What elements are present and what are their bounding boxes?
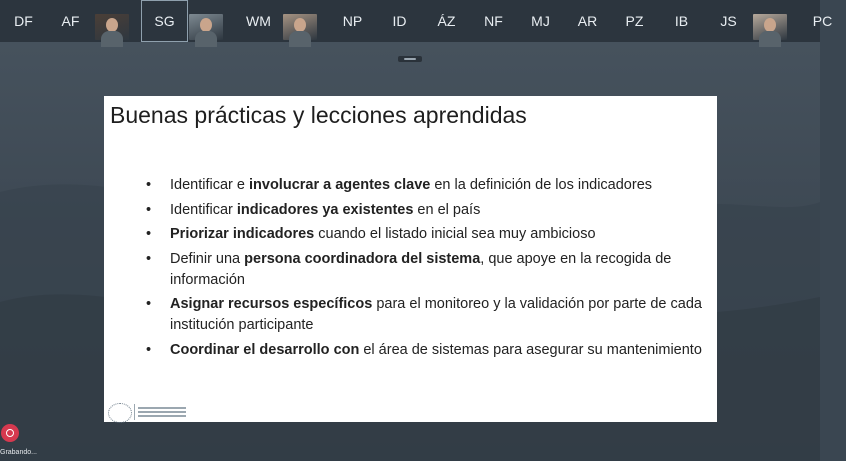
bullet-text: Identificar xyxy=(170,201,237,218)
participant-video-thumbnail xyxy=(95,14,129,40)
bullet-text: Identificar e xyxy=(170,177,249,193)
participant-initials: NF xyxy=(484,13,503,29)
bullet-item xyxy=(146,340,706,361)
collapse-strip-handle[interactable] xyxy=(398,56,422,62)
participant-initials: MJ xyxy=(531,13,550,29)
participant-tile[interactable] xyxy=(47,0,94,42)
bullet-item xyxy=(146,224,706,245)
recording-label: Grabando... xyxy=(0,449,37,456)
participant-video-thumbnail xyxy=(189,14,223,40)
participant-initials: AF xyxy=(61,13,80,29)
bullet-dot: • xyxy=(146,201,152,218)
participant-initials: SG xyxy=(154,13,175,29)
participant-tile[interactable] xyxy=(282,0,329,42)
participant-tile[interactable] xyxy=(329,0,376,42)
participant-tile[interactable] xyxy=(141,0,188,42)
bullet-item xyxy=(146,294,706,336)
participant-tile[interactable] xyxy=(658,0,705,42)
bullet-text: cuando el listado inicial sea muy ambicioso xyxy=(314,226,596,242)
participant-initials: IB xyxy=(674,13,689,29)
bullet-emphasis: indicadores ya existentes xyxy=(236,201,414,218)
bullet-emphasis: Priorizar indicadores xyxy=(170,226,315,242)
participant-tile[interactable] xyxy=(564,0,611,42)
bullet-text: en la definición de los indicadores xyxy=(430,177,653,193)
participant-initials: ÁZ xyxy=(437,13,456,29)
participant-tile[interactable] xyxy=(705,0,752,42)
bullet-text: Definir una xyxy=(170,250,245,267)
participant-initials: AR xyxy=(577,13,598,29)
participant-tile[interactable] xyxy=(752,0,799,42)
participant-initials: NP xyxy=(342,13,363,29)
bullet-text: en el país xyxy=(413,201,481,218)
seal-icon xyxy=(108,403,132,423)
bullet-text: el área de sistemas para asegurar su mantenimiento xyxy=(359,341,702,358)
bullet-text: para el monitoreo y la validación por parte de cada institución participante xyxy=(170,296,702,333)
record-icon xyxy=(6,429,14,437)
presentation-slide xyxy=(104,96,717,422)
participant-strip xyxy=(0,0,833,42)
bullet-item xyxy=(146,175,706,196)
bullet-dot: • xyxy=(146,296,152,312)
participant-tile[interactable] xyxy=(376,0,423,42)
bullet-item xyxy=(146,200,706,221)
participant-tile[interactable] xyxy=(799,0,846,42)
bullet-text: , que apoye en la recogida de información xyxy=(170,250,672,288)
participant-initials: DF xyxy=(14,13,33,29)
participant-video-thumbnail xyxy=(283,14,317,40)
participant-tile[interactable] xyxy=(423,0,470,42)
participant-tile[interactable] xyxy=(94,0,141,42)
bullet-emphasis: Asignar recursos específicos xyxy=(170,296,373,312)
bullet-dot: • xyxy=(146,250,152,267)
participant-initials: PC xyxy=(812,13,833,29)
participant-tile[interactable] xyxy=(235,0,282,42)
bullet-item xyxy=(146,249,706,291)
participant-tile[interactable] xyxy=(517,0,564,42)
bullet-list xyxy=(146,175,706,364)
bullet-dot: • xyxy=(146,177,152,193)
bullet-emphasis: involucrar a agentes clave xyxy=(249,177,431,193)
participant-initials: WM xyxy=(246,13,271,29)
bullet-emphasis: persona coordinadora del sistema xyxy=(244,250,481,267)
ministry-logo xyxy=(108,401,198,422)
bullet-dot: • xyxy=(146,226,152,242)
participant-tile[interactable] xyxy=(0,0,47,42)
slide-title: Buenas prácticas y lecciones aprendidas xyxy=(110,102,527,128)
bullet-dot: • xyxy=(146,341,152,358)
participant-initials: ID xyxy=(392,13,407,29)
participant-tile[interactable] xyxy=(611,0,658,42)
participant-tile[interactable] xyxy=(470,0,517,42)
participant-initials: PZ xyxy=(625,13,644,29)
participant-tile[interactable] xyxy=(188,0,235,42)
participant-initials: JS xyxy=(720,13,737,29)
participant-video-thumbnail xyxy=(753,14,787,40)
bullet-emphasis: Coordinar el desarrollo con xyxy=(170,341,360,358)
recording-button[interactable] xyxy=(1,424,19,442)
